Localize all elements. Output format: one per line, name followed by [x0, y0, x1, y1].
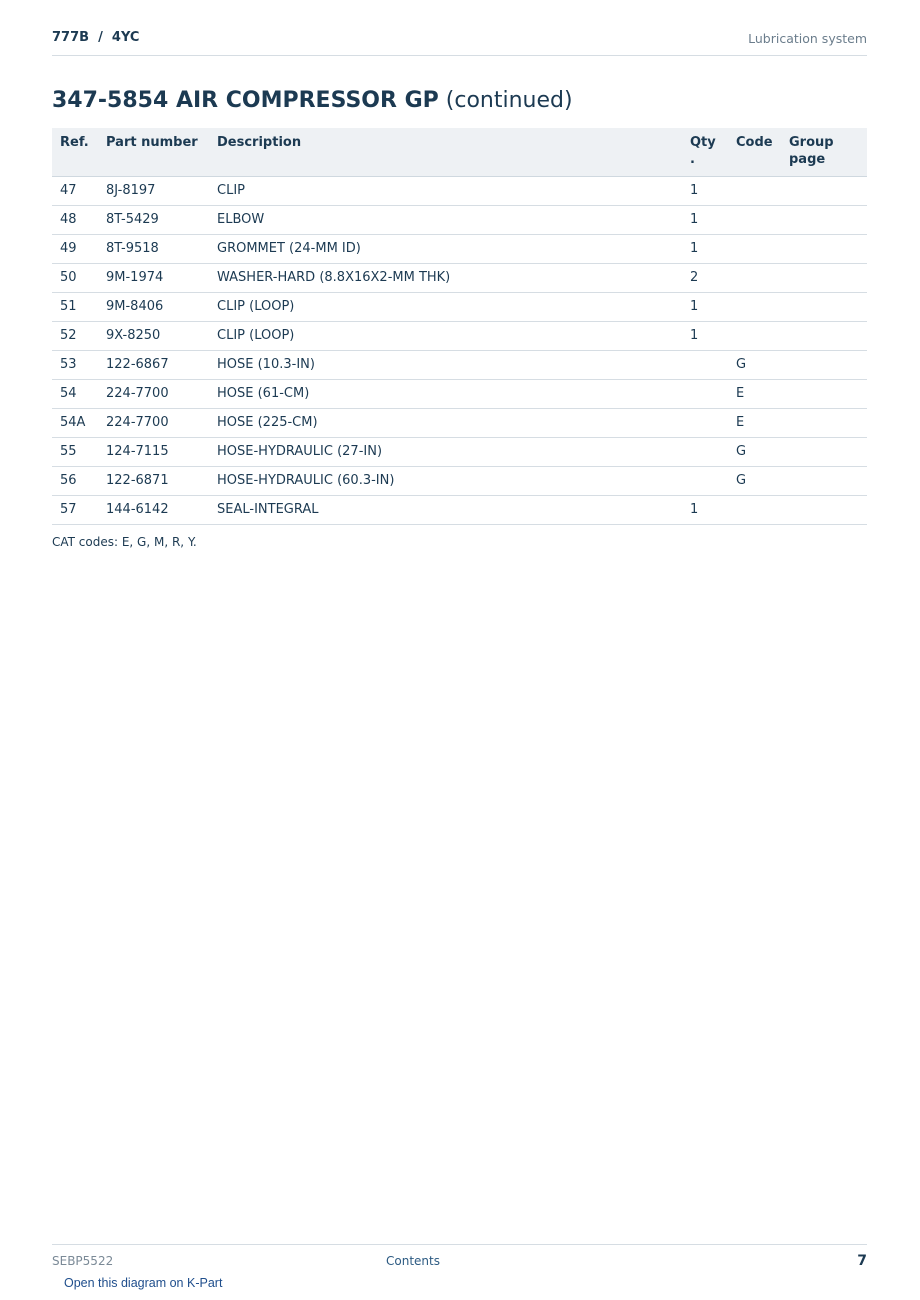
open-kpart-link[interactable]: Open this diagram on K-Part — [64, 1276, 223, 1290]
cell-part-number: 9X-8250 — [98, 322, 209, 351]
cell-description: CLIP (LOOP) — [209, 322, 682, 351]
cell-qty — [682, 467, 728, 496]
col-header-description: Description — [209, 128, 682, 177]
cell-part-number: 224-7700 — [98, 380, 209, 409]
section-name: Lubrication system — [748, 31, 867, 46]
cell-part-number: 9M-8406 — [98, 293, 209, 322]
cell-ref: 53 — [52, 351, 98, 380]
cell-group-page — [781, 351, 867, 380]
document-number: SEBP5522 — [52, 1254, 114, 1268]
cell-description: WASHER-HARD (8.8X16X2-MM THK) — [209, 264, 682, 293]
parts-table-body — [52, 177, 867, 525]
cell-code — [728, 322, 781, 351]
cell-qty: 2 — [682, 264, 728, 293]
cell-qty — [682, 409, 728, 438]
cell-ref: 55 — [52, 438, 98, 467]
page-title — [52, 88, 573, 113]
cell-description: GROMMET (24-MM ID) — [209, 235, 682, 264]
table-row — [52, 409, 867, 438]
table-row — [52, 235, 867, 264]
cell-qty: 1 — [682, 293, 728, 322]
col-header-group-page: Group page — [781, 128, 867, 177]
cell-part-number: 9M-1974 — [98, 264, 209, 293]
cell-code: G — [728, 438, 781, 467]
table-row — [52, 177, 867, 206]
cell-part-number: 8T-9518 — [98, 235, 209, 264]
cell-qty: 1 — [682, 322, 728, 351]
col-header-part-number: Part number — [98, 128, 209, 177]
parts-table-header — [52, 128, 867, 177]
header-row — [52, 128, 867, 177]
table-row — [52, 467, 867, 496]
cat-codes-note: CAT codes: E, G, M, R, Y. — [52, 535, 197, 549]
cell-group-page — [781, 177, 867, 206]
contents-link[interactable]: Contents — [386, 1254, 440, 1268]
cell-qty — [682, 351, 728, 380]
cell-code: E — [728, 409, 781, 438]
table-row — [52, 438, 867, 467]
cell-description: HOSE (225-CM) — [209, 409, 682, 438]
cell-code: G — [728, 351, 781, 380]
cell-description: HOSE-HYDRAULIC (27-IN) — [209, 438, 682, 467]
table-row — [52, 264, 867, 293]
cell-qty: 1 — [682, 177, 728, 206]
cell-qty: 1 — [682, 235, 728, 264]
cell-part-number: 8T-5429 — [98, 206, 209, 235]
cell-group-page — [781, 293, 867, 322]
cell-group-page — [781, 409, 867, 438]
cell-ref: 51 — [52, 293, 98, 322]
page-title-main: 347-5854 AIR COMPRESSOR GP — [52, 88, 439, 113]
table-row — [52, 496, 867, 525]
cell-ref: 56 — [52, 467, 98, 496]
cell-group-page — [781, 322, 867, 351]
table-row — [52, 351, 867, 380]
cell-group-page — [781, 235, 867, 264]
cell-code — [728, 177, 781, 206]
cell-ref: 48 — [52, 206, 98, 235]
cell-part-number: 8J-8197 — [98, 177, 209, 206]
cell-part-number: 144-6142 — [98, 496, 209, 525]
cell-description: CLIP — [209, 177, 682, 206]
cell-description: ELBOW — [209, 206, 682, 235]
col-header-ref: Ref. — [52, 128, 98, 177]
cell-group-page — [781, 206, 867, 235]
cell-qty — [682, 380, 728, 409]
col-header-code: Code — [728, 128, 781, 177]
cell-part-number: 224-7700 — [98, 409, 209, 438]
cell-code — [728, 293, 781, 322]
table-row — [52, 206, 867, 235]
cell-part-number: 122-6871 — [98, 467, 209, 496]
cell-ref: 54 — [52, 380, 98, 409]
page-number: 7 — [857, 1253, 867, 1269]
cell-ref: 57 — [52, 496, 98, 525]
table-row — [52, 322, 867, 351]
cell-qty: 1 — [682, 206, 728, 235]
cell-code: G — [728, 467, 781, 496]
cell-description: HOSE (61-CM) — [209, 380, 682, 409]
cell-group-page — [781, 467, 867, 496]
cell-qty — [682, 438, 728, 467]
page-header — [52, 28, 867, 56]
cell-description: HOSE-HYDRAULIC (60.3-IN) — [209, 467, 682, 496]
cell-code — [728, 496, 781, 525]
cell-ref: 50 — [52, 264, 98, 293]
cell-ref: 52 — [52, 322, 98, 351]
cell-part-number: 122-6867 — [98, 351, 209, 380]
cell-group-page — [781, 380, 867, 409]
cell-part-number: 124-7115 — [98, 438, 209, 467]
table-row — [52, 380, 867, 409]
cell-code — [728, 206, 781, 235]
page-title-suffix: (continued) — [438, 88, 573, 113]
cell-code — [728, 235, 781, 264]
cell-ref: 49 — [52, 235, 98, 264]
cell-description: CLIP (LOOP) — [209, 293, 682, 322]
cell-qty: 1 — [682, 496, 728, 525]
col-header-qty: Qty . — [682, 128, 728, 177]
cell-ref: 54A — [52, 409, 98, 438]
cell-group-page — [781, 496, 867, 525]
table-row — [52, 293, 867, 322]
machine-model: 777B / 4YC — [52, 30, 140, 45]
cell-description: SEAL-INTEGRAL — [209, 496, 682, 525]
cell-ref: 47 — [52, 177, 98, 206]
cell-code — [728, 264, 781, 293]
cell-group-page — [781, 264, 867, 293]
cell-group-page — [781, 438, 867, 467]
page-footer — [52, 1244, 867, 1275]
parts-table — [52, 128, 867, 525]
cell-code: E — [728, 380, 781, 409]
cell-description: HOSE (10.3-IN) — [209, 351, 682, 380]
